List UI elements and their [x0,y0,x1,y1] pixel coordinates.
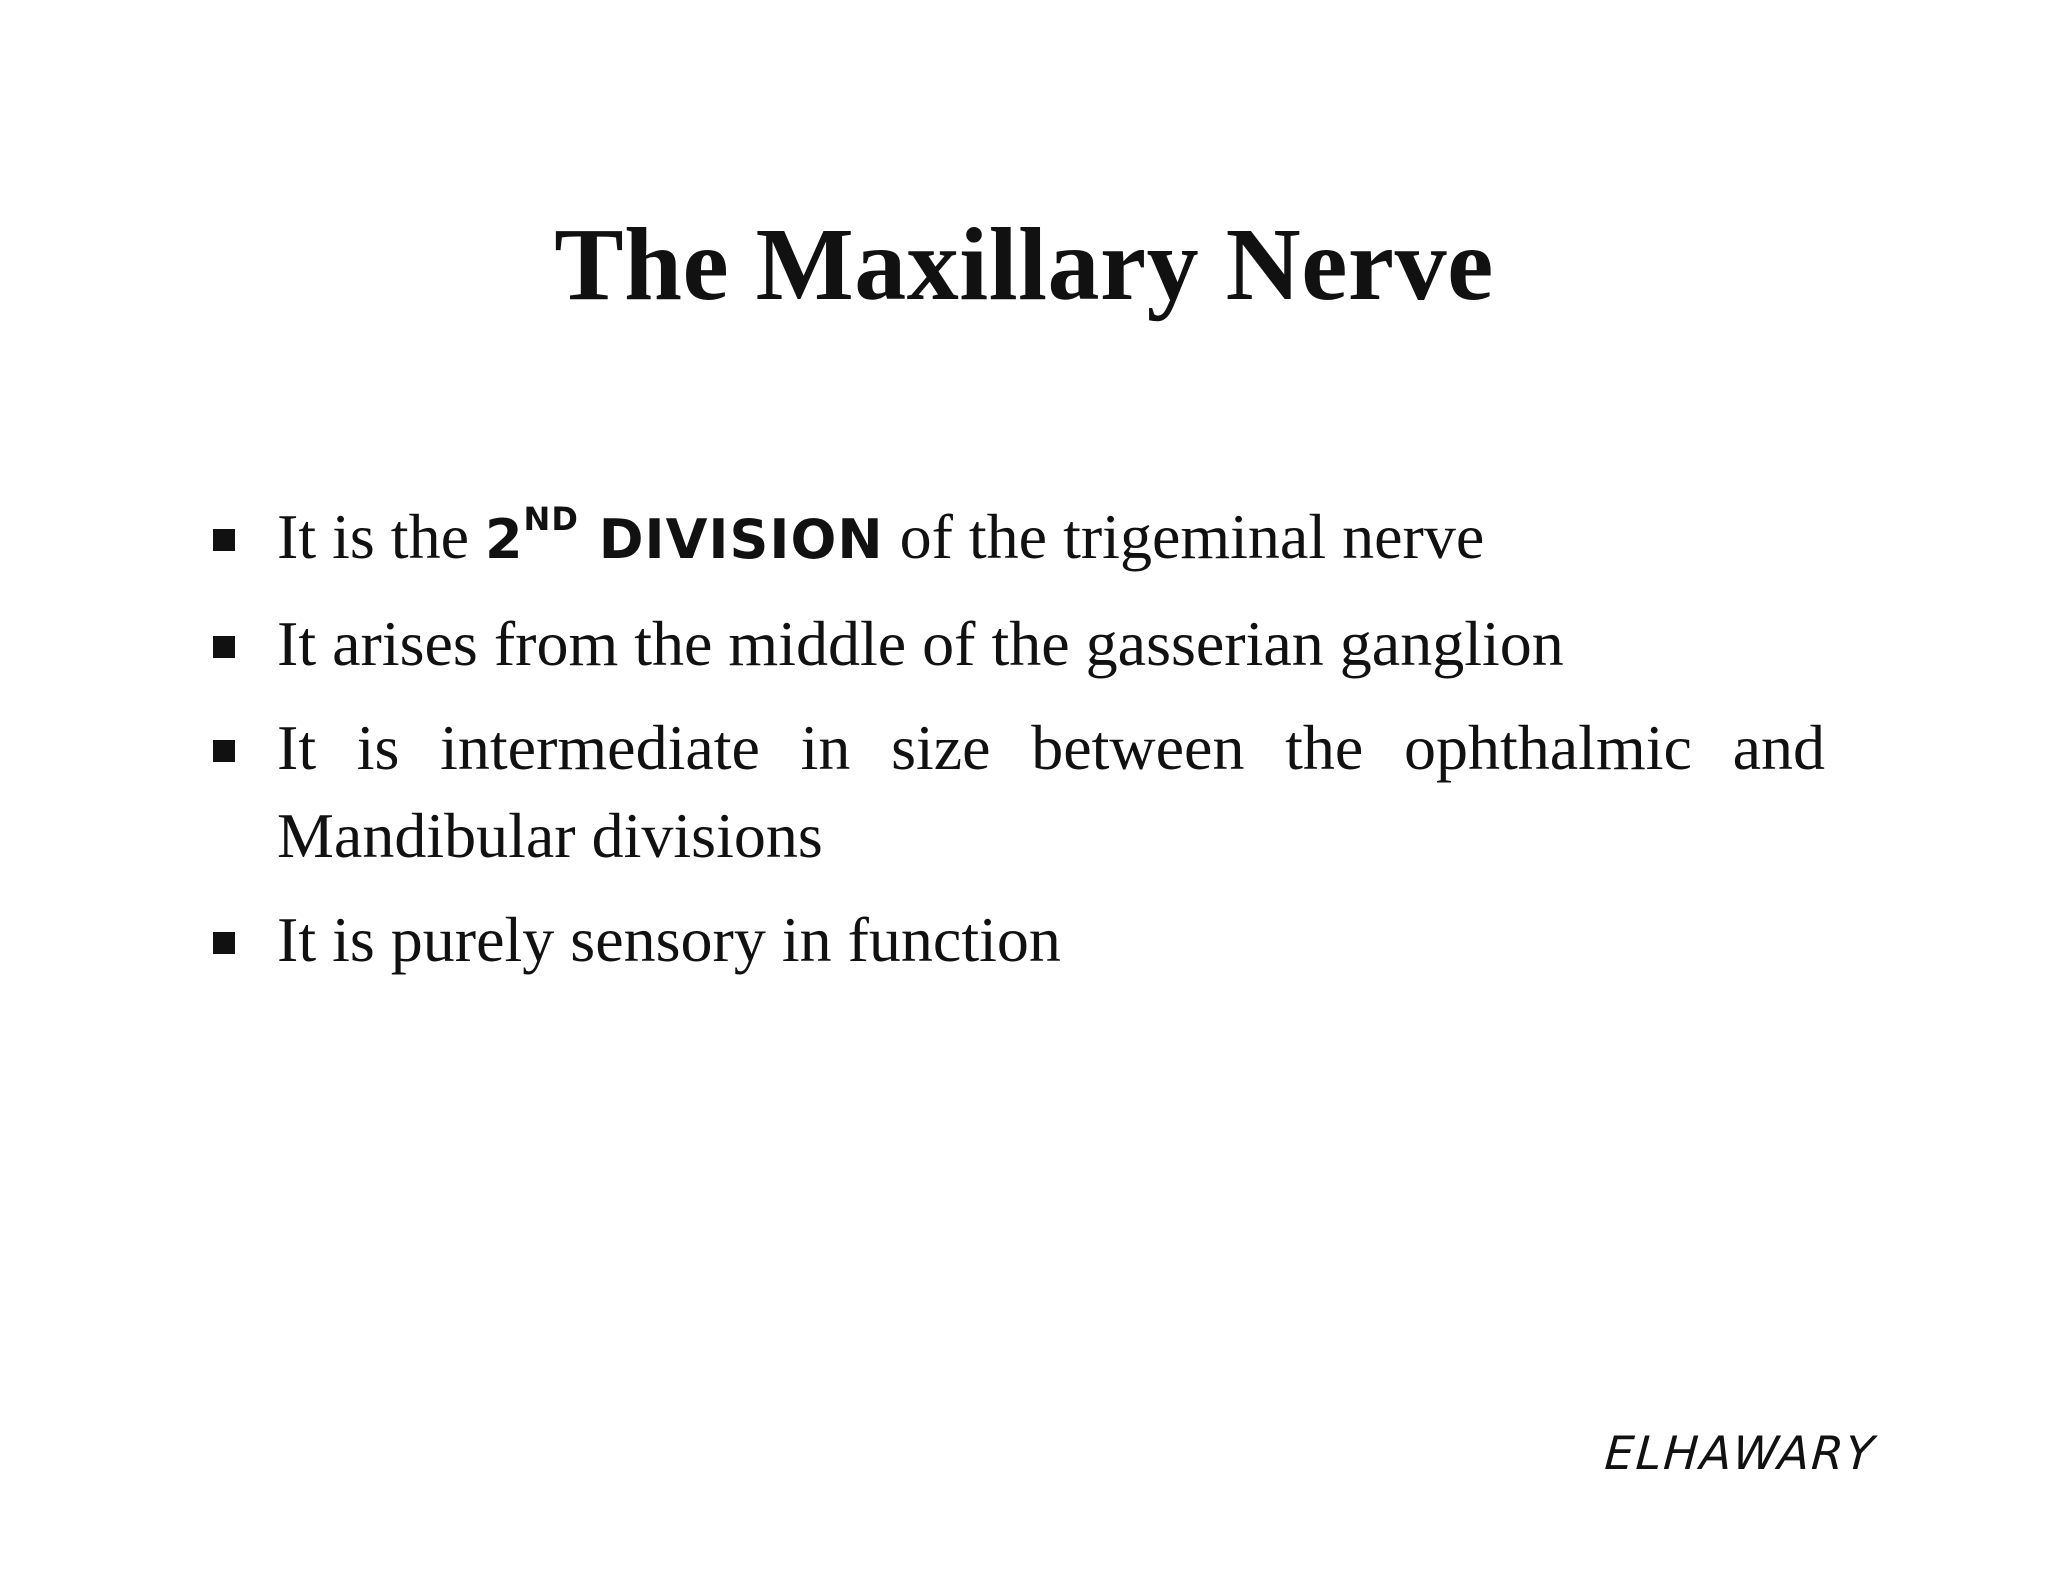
ordinal-suffix: ND [523,500,579,538]
author-watermark: ELHAWARY [1603,1426,1878,1480]
bullet-list [205,493,1825,1000]
square-bullet-icon [213,932,235,954]
bullet-text: It is purely sensory in function [277,904,1061,975]
bullet-item-division [205,493,1825,584]
square-bullet-icon [213,529,235,551]
emphasized-division [484,500,884,571]
square-bullet-icon [213,740,235,762]
bullet-text: It arises from the middle of the gasserian ganglion [277,608,1564,679]
bullet-text [277,493,1825,584]
square-bullet-icon [213,636,235,658]
bullet-item-origin [205,600,1825,688]
bullet-text-before: It is the [277,501,485,572]
bullet-item-size [205,704,1825,880]
bullet-item-function [205,896,1825,984]
bullet-text-after: of the trigeminal nerve [883,501,1485,572]
division-word: DIVISION [578,508,884,571]
bullet-text: It is intermediate in size between the ophthalmic and Mandibular divisions [277,712,1825,871]
ordinal-number: 2 [484,508,524,571]
slide-title: The Maxillary Nerve [554,207,1494,322]
